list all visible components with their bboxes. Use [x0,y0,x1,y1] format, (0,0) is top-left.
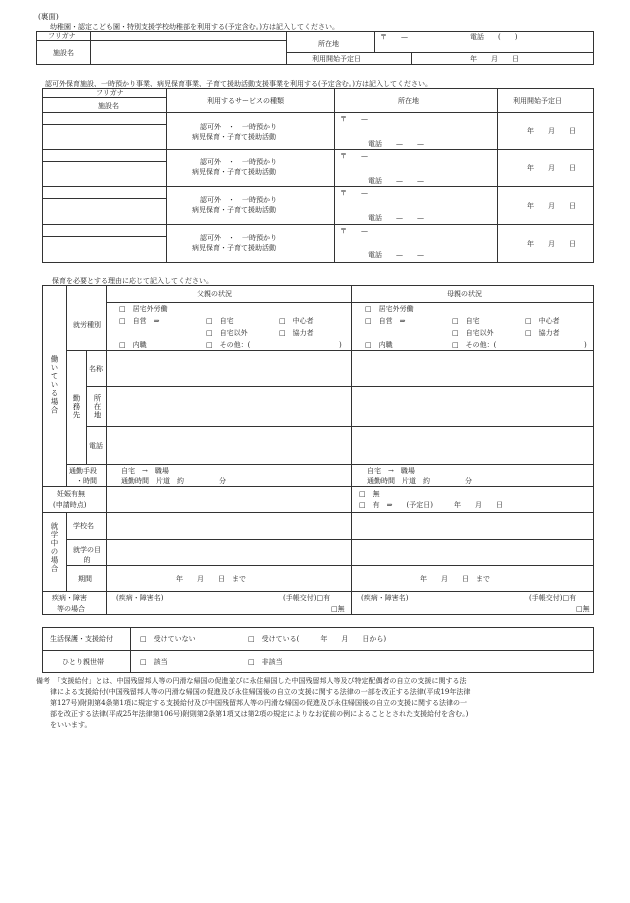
father-notebook-yes[interactable]: (手帳交付)□有 [283,594,331,602]
kg-start-label: 利用開始予定日 [312,55,361,63]
remarks-line-4: 部を改正する法律(平成25年法律第106号)附則第2条第1項又は第2項の規定によりなお従前の例によることとされた支援給付を含む。) [36,710,469,718]
mother-commute-2: 通勤時間 片道 約 分 [367,477,472,485]
ul-facility-header: 施設名 [98,102,119,110]
mother-emp-home[interactable]: □ 自宅 [452,317,480,325]
mother-emp-close: ) [584,341,587,349]
pregnancy-label-1: 妊娠有無 [57,490,85,498]
ul-location-header: 所在地 [398,97,419,105]
remarks-line-1: 備考 「支援給付」とは、中国残留邦人等の円滑な帰国の促進並びに永住帰国した中国残留邦人等及び特定配偶者の自立の支援に関する法 [36,677,467,685]
kg-start-date: 年 月 日 [470,55,519,63]
kg-furigana-label: フリガナ [48,32,76,40]
father-commute-1: 自宅 → 職場 [121,467,169,475]
unlicensed-note: 認可外保育施設、一時預かり事業、病児保育事業、子育て援助活動支援事業を利用する(予定含む。)方は記入してください。 [45,80,432,88]
ul-service-header: 利用するサービスの種類 [207,97,284,105]
ul-row1-phone: 電話 — — [368,140,424,148]
ul-row4-phone: 電話 — — [368,251,424,259]
ul-row3-service-1: 認可外 ・ 一時預かり [200,196,277,204]
single-parent-not-applicable[interactable]: □ 非該当 [248,658,283,666]
mother-emp-employee[interactable]: □ 居宅外労働 [365,305,414,313]
father-emp-main[interactable]: □ 中心者 [279,317,314,325]
father-notebook-no[interactable]: □無 [331,605,345,613]
kg-postal: 〒 — [380,33,408,41]
ul-row2-service-1: 認可外 ・ 一時預かり [200,158,277,166]
working-label: 働いている場合 [50,355,59,415]
ul-row1-postal: 〒 — [340,115,368,123]
wp-location-label: 所在地 [93,394,102,420]
ul-row3-date: 年 月 日 [527,202,576,210]
workplace-label: 勤務先 [72,394,81,420]
remarks-line-2: 律による支援給付(中国残留邦人等の円滑な帰国の促進及び永住帰国後の自立の支援に関する法律の一部を改正する法律(平成19年法律 [36,688,471,696]
kindergarten-note: 幼稚園・認定こども園・特別支援学校幼稚部を利用する(予定含む。)方は記入してください。 [50,23,339,31]
mother-notebook-yes[interactable]: (手帳交付)□有 [529,594,577,602]
father-emp-close: ) [339,341,342,349]
remarks-line-3: 第127号)附則第4条第1項に規定する支援給付及び中国残留邦人等の円滑な帰国の促進及び永住帰国後の自立の支援に関する法律の一 [36,699,467,707]
mother-emp-piece[interactable]: □ 内職 [365,341,393,349]
kg-location-label: 所在地 [318,40,339,48]
ul-row4-service-2: 病児保育・子育て援助活動 [192,244,276,252]
father-emp-home[interactable]: □ 自宅 [206,317,234,325]
father-emp-piece[interactable]: □ 内職 [119,341,147,349]
father-emp-outside[interactable]: □ 自宅以外 [206,329,248,337]
studying-label: 就学中の場合 [50,522,59,573]
purpose-label: 就学の目的 [73,546,101,564]
ul-row1-service-2: 病児保育・子育て援助活動 [192,133,276,141]
period-label: 期間 [78,575,92,583]
ul-row2-date: 年 月 日 [527,164,576,172]
father-emp-other[interactable]: □ その他：( [206,341,251,349]
mother-emp-other[interactable]: □ その他：( [452,341,497,349]
kg-phone: 電話 ( ) [470,33,518,41]
ul-start-header: 利用開始予定日 [513,97,562,105]
ul-furigana-header: フリガナ [96,89,124,97]
employment-type-label: 就労種別 [73,321,101,329]
ul-row3-postal: 〒 — [340,189,368,197]
ul-row3-service-2: 病児保育・子育て援助活動 [192,206,276,214]
ul-row4-date: 年 月 日 [527,240,576,248]
father-emp-employee[interactable]: □ 居宅外労働 [119,305,168,313]
mother-status-header: 母親の状況 [447,290,482,298]
single-parent-applicable[interactable]: □ 該当 [140,658,168,666]
mother-emp-outside[interactable]: □ 自宅以外 [452,329,494,337]
illness-label-2: 等の場合 [57,605,85,613]
welfare-receiving[interactable]: □ 受けている( 年 月 日から) [248,635,387,643]
kg-facility-label: 施設名 [53,49,74,57]
page-side-label: (裏面) [38,12,59,21]
single-parent-label: ひとり親世帯 [62,658,104,666]
reason-note: 保育を必要とする理由に応じて記入してください。 [52,277,213,285]
pregnancy-label-2: (申請時点) [53,501,87,509]
pregnancy-none[interactable]: □ 無 [359,490,380,498]
ul-row2-service-2: 病児保育・子育て援助活動 [192,168,276,176]
ul-row2-phone: 電話 — — [368,177,424,185]
father-emp-self[interactable]: □ 自営 ⇒ [119,317,160,325]
father-illness-name: (疾病・障害名) [116,594,164,602]
school-label: 学校名 [73,522,94,530]
pregnancy-yes[interactable]: □ 有 ⇒ (予定日) 年 月 日 [359,501,503,509]
welfare-label: 生活保護・支援給付 [50,635,113,643]
ul-row4-service-1: 認可外 ・ 一時預かり [200,234,277,242]
wp-phone-label: 電話 [89,442,103,450]
mother-notebook-no[interactable]: □無 [576,605,590,613]
commute-label-2: ・時間 [76,477,97,485]
father-emp-helper[interactable]: □ 協力者 [279,329,314,337]
father-commute-2: 通勤時間 片道 約 分 [121,477,226,485]
mother-emp-helper[interactable]: □ 協力者 [525,329,560,337]
commute-label-1: 通勤手段 [69,467,97,475]
ul-row4-postal: 〒 — [340,227,368,235]
illness-label-1: 疾病・障害 [52,594,87,602]
ul-row2-postal: 〒 — [340,152,368,160]
father-period: 年 月 日 まで [176,575,246,583]
mother-period: 年 月 日 まで [420,575,490,583]
mother-emp-self[interactable]: □ 自営 ⇒ [365,317,406,325]
ul-row1-service-1: 認可外 ・ 一時預かり [200,123,277,131]
ul-row3-phone: 電話 — — [368,214,424,222]
father-status-header: 父親の状況 [197,290,232,298]
ul-row1-date: 年 月 日 [527,127,576,135]
mother-illness-name: (疾病・障害名) [361,594,409,602]
mother-commute-1: 自宅 → 職場 [367,467,415,475]
wp-name-label: 名称 [89,365,103,373]
remarks-line-5: をいいます。 [36,721,92,729]
mother-emp-main[interactable]: □ 中心者 [525,317,560,325]
welfare-not-receiving[interactable]: □ 受けていない [140,635,196,643]
